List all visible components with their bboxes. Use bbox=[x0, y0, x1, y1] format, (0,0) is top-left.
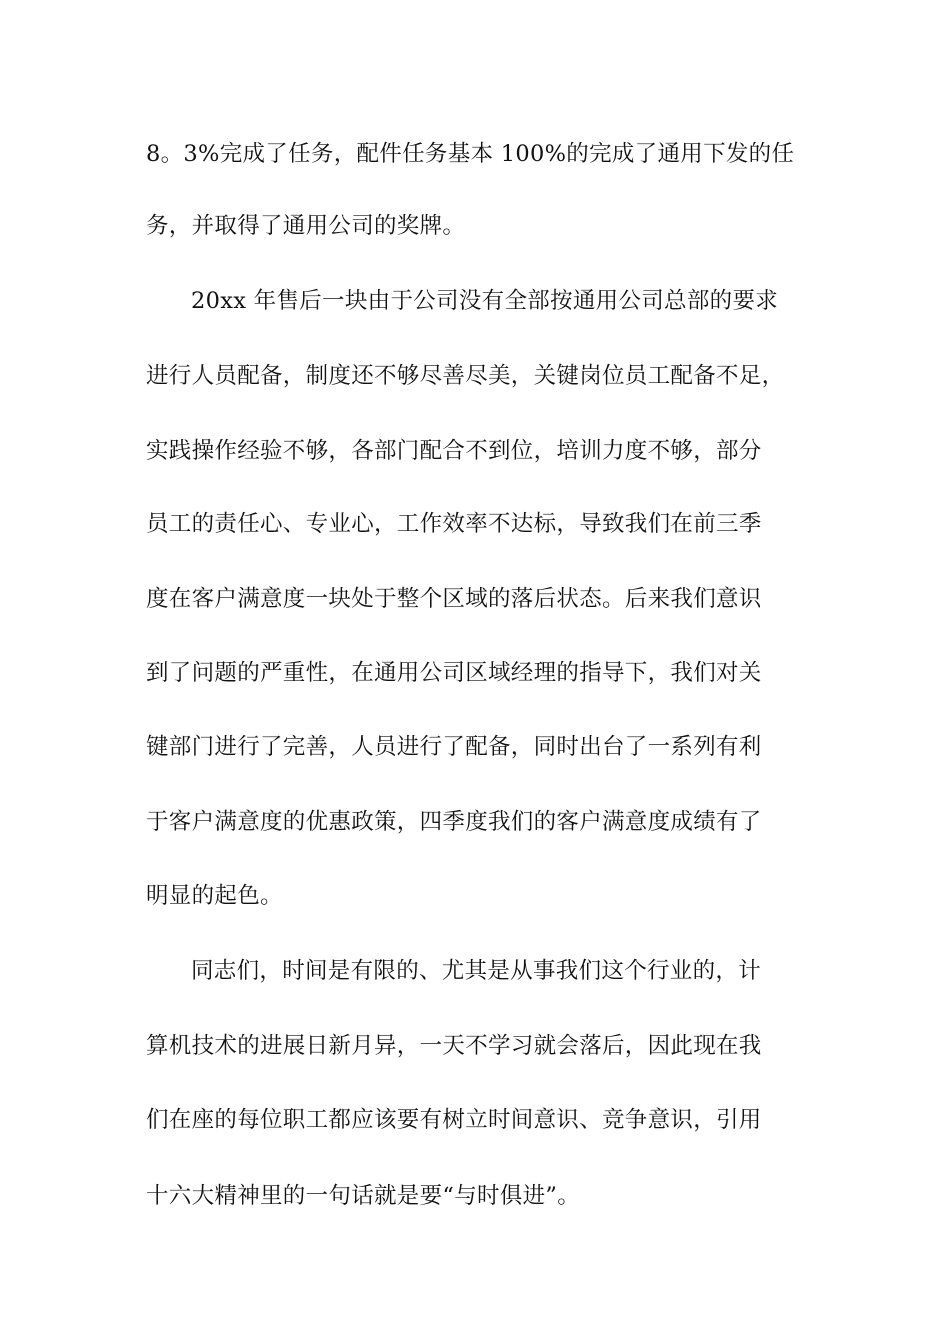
text-line: 员工的责任心、专业心，工作效率不达标，导致我们在前三季 bbox=[146, 511, 762, 537]
text-line: 务，并取得了通用公司的奖牌。 bbox=[146, 213, 466, 239]
text-line: 度在客户满意度一块处于整个区域的落后状态。后来我们意识 bbox=[146, 586, 762, 612]
text-line: 到了问题的严重性，在通用公司区域经理的指导下，我们对关 bbox=[146, 660, 762, 686]
text-line: 同志们，时间是有限的、尤其是从事我们这个行业的，计 bbox=[191, 958, 762, 984]
text-line: 明显的起色。 bbox=[146, 883, 283, 909]
text-line: 键部门进行了完善，人员进行了配备，同时出台了一系列有利 bbox=[146, 734, 762, 760]
text-line: 进行人员配备，制度还不够尽善尽美，关键岗位员工配备不足， bbox=[146, 363, 785, 389]
text-line: 20xx 年售后一块由于公司没有全部按通用公司总部的要求 bbox=[191, 288, 779, 314]
text-line: 实践操作经验不够，各部门配合不到位，培训力度不够，部分 bbox=[146, 438, 762, 464]
text-line: 于客户满意度的优惠政策，四季度我们的客户满意度成绩有了 bbox=[146, 809, 762, 835]
text-line: 十六大精神里的一句话就是要“与时俱进”。 bbox=[146, 1183, 581, 1209]
text-line: 算机技术的进展日新月异，一天不学习就会落后，因此现在我 bbox=[146, 1033, 762, 1059]
text-line: 们在座的每位职工都应该要有树立时间意识、竞争意识，引用 bbox=[146, 1107, 762, 1133]
text-line: 8。3%完成了任务，配件任务基本 100%的完成了通用下发的任 bbox=[146, 141, 795, 167]
